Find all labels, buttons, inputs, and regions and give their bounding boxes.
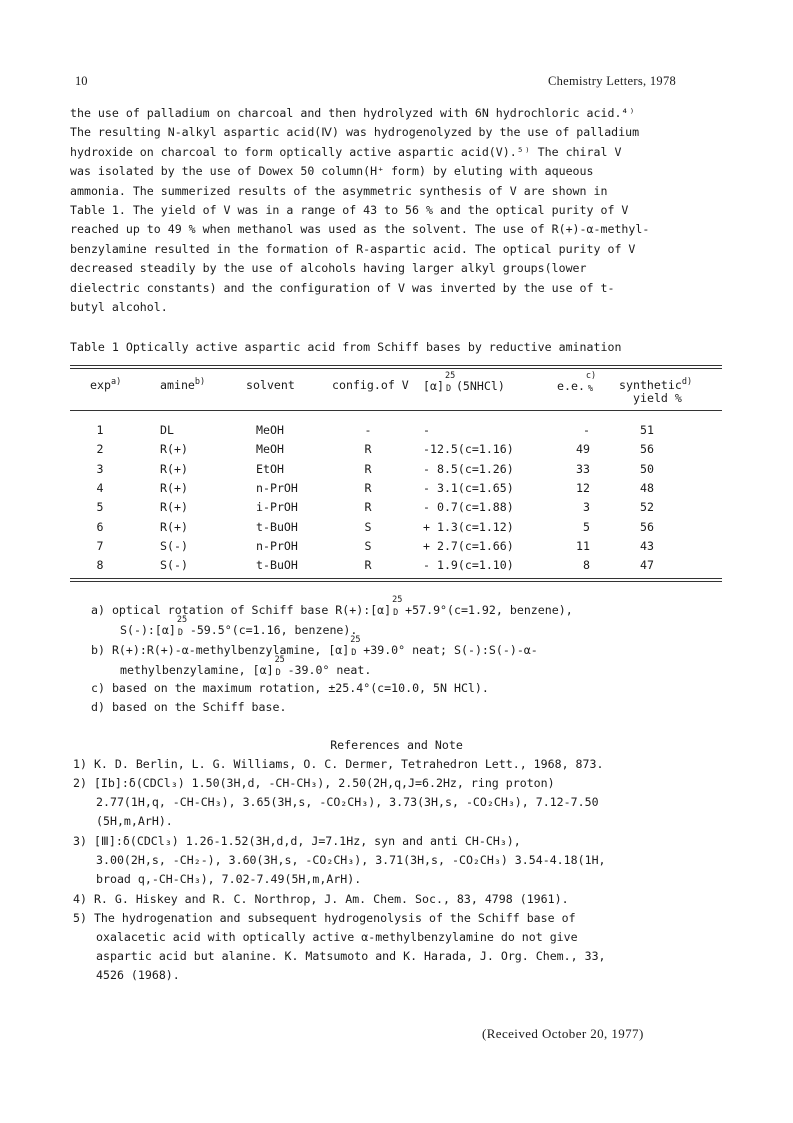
cell-solvent: n-PrOH [256,538,298,553]
cell-solvent: n-PrOH [256,480,298,495]
footnote-a: a) optical rotation of Schiff base R(+):[α] 25 D +57.9°(c=1.92, benzene), [91,595,573,618]
cell-ee: 3 [583,500,590,515]
body-paragraph [70,104,649,317]
cell-exp: 3 [96,461,104,476]
received-date: (Received October 20, 1977) [482,1026,644,1041]
table-bottom-rule-2 [70,581,722,582]
footnote-b-cont: methylbenzylamine, [α] 25 D -39.0° neat. [120,655,372,678]
cell-config: R [364,442,372,457]
body-line: the use of palladium on charcoal and then hydrolyzed with 6N hydrochloric acid.⁴⁾ [70,106,636,120]
body-line: was isolated by the use of Dowex 50 column(H⁺ form) by eluting with aqueous [70,164,594,179]
cell-solvent: i-PrOH [256,500,298,515]
cell-yield: 56 [640,519,654,534]
col-header-exp: $\exp^{a)}$ [90,377,122,392]
table-caption: Table 1 Optically active aspartic acid from Schiff bases by reductive amination [70,340,622,354]
cell-exp: 6 [96,519,104,534]
cell-config: R [364,480,372,495]
col-header-ee: e.e. c) % [557,371,597,394]
cell-config: S [364,519,372,534]
col-header-solvent: solvent [246,378,295,392]
body-line: The resulting N-alkyl aspartic acid(Ⅳ) was hydrogenolyzed by the use of palladium [70,125,640,140]
cell-ee: 8 [583,558,590,573]
col-header-yield-2: yield % [633,391,682,405]
cell-config: R [364,558,372,573]
cell-rotation: - 0.7(c=1.88) [423,500,514,515]
body-line: butyl alcohol. [70,299,168,314]
col-header-amine: amine$^{b)}$ [160,377,206,392]
cell-config: R [364,461,372,476]
body-line: dielectric constants) and the configuration of V was inverted by the use of t- [70,280,615,295]
cell-rotation: + 1.3(c=1.12) [423,519,514,534]
cell-exp: 8 [96,558,104,573]
reference-3: 3) [Ⅲ]:δ(CDCl₃) 1.26-1.52(3H,d,d, J=7.1Hz, syn and anti CH-CH₃), [73,834,521,848]
cell-exp: 1 [96,423,104,437]
page-number: 10 [75,74,88,88]
cell-solvent: MeOH [256,423,284,437]
cell-amine: R(+) [160,461,188,476]
reference-3-cont2: broad q,-CH-CH₃), 7.02-7.49(5H,m,ArH). [96,872,362,886]
col-header-rotation: [α] 25 D (5NHCl) [423,371,505,394]
cell-yield: 47 [640,558,654,573]
col-header-config: config.of V [332,378,409,392]
footnote-b: b) R(+):R(+)-α-methylbenzylamine, [α] 25 D +39.0° neat; S(-):S(-)-α- [91,635,538,658]
cell-yield: 51 [640,423,654,437]
reference-5-cont: oxalacetic acid with optically active α-methylbenzylamine do not give [96,930,578,944]
cell-yield: 43 [640,538,654,553]
cell-amine: R(+) [160,500,188,515]
cell-ee: 5 [583,519,590,534]
cell-solvent: t-BuOH [256,519,298,534]
cell-yield: 48 [640,480,654,495]
cell-exp: 5 [96,500,104,515]
cell-config: R [364,500,372,515]
cell-amine: R(+) [160,519,188,534]
cell-amine: S(-) [160,538,188,553]
cell-exp: 7 [96,538,104,553]
cell-rotation: - 8.5(c=1.26) [423,461,514,476]
cell-solvent: EtOH [256,461,284,476]
cell-amine: R(+) [160,442,188,457]
reference-2-cont2: (5H,m,ArH). [96,814,173,828]
body-line: hydroxide on charcoal to form optically active aspartic acid(V).⁵⁾ The chiral V [70,144,622,159]
body-line: Table 1. The yield of V was in a range of 43 to 56 % and the optical purity of V [70,202,629,217]
footnote-d: d) based on the Schiff base. [91,700,287,714]
cell-rotation: - 1.9(c=1.10) [423,558,514,573]
cell-rotation: + 2.7(c=1.66) [423,538,514,553]
references-title: References and Note [330,738,463,752]
reference-5-cont3: 4526 (1968). [96,968,180,982]
table-top-rule-2 [70,368,722,369]
cell-ee: 12 [576,480,590,495]
cell-exp: 4 [96,480,104,495]
reference-5-cont2: aspartic acid but alanine. K. Matsumoto and K. Harada, J. Org. Chem., 33, [96,949,606,963]
cell-ee: 49 [576,442,590,457]
reference-3-cont: 3.00(2H,s, -CH₂-), 3.60(3H,s, -CO₂CH₃), 3.71(3H,s, -CO₂CH₃) 3.54-4.18(1H, [96,853,606,867]
cell-ee: 11 [576,538,590,553]
reference-2: 2) [Ib]:δ(CDCl₃) 1.50(3H,d, -CH-CH₃), 2.50(2H,q,J=6.2Hz, ring proton) [73,776,555,790]
cell-yield: 56 [640,442,654,457]
journal-header: Chemistry Letters, 1978 [548,74,677,88]
cell-solvent: t-BuOH [256,558,298,573]
body-line: reached up to 49 % when methanol was used as the solvent. The use of R(+)-α-methyl- [70,222,650,237]
cell-rotation: - 3.1(c=1.65) [423,480,514,495]
cell-yield: 50 [640,461,654,476]
reference-5: 5) The hydrogenation and subsequent hydrogenolysis of the Schiff base of [73,911,576,925]
cell-amine: R(+) [160,480,188,495]
cell-rotation: - [423,423,430,437]
cell-rotation: -12.5(c=1.16) [423,442,514,457]
table-top-rule [70,365,722,366]
reference-1: 1) K. D. Berlin, L. G. Williams, O. C. Dermer, Tetrahedron Lett., 1968, 873. [73,757,604,771]
reference-4: 4) R. G. Hiskey and R. C. Northrop, J. Am. Chem. Soc., 83, 4798 (1961). [73,892,569,906]
body-line: benzylamine resulted in the formation of R-aspartic acid. The optical purity of V [70,241,636,256]
cell-ee: 33 [576,461,590,476]
cell-config: S [364,538,372,553]
body-line: decreased steadily by the use of alcohols having larger alkyl groups(lower [70,261,587,276]
cell-config: - [364,423,372,437]
reference-2-cont: 2.77(1H,q, -CH-CH₃), 3.65(3H,s, -CO₂CH₃), 3.73(3H,s, -CO₂CH₃), 7.12-7.50 [96,795,599,809]
footnote-a-cont: S(-):[α] 25 D -59.5°(c=1.16, benzene). [120,615,358,638]
cell-exp: 2 [96,442,104,457]
cell-amine: S(-) [160,558,188,573]
cell-solvent: MeOH [256,442,284,457]
table-bottom-rule [70,578,722,579]
col-header-yield: synthetic$^{d)}$ [619,377,693,392]
cell-ee: - [583,423,590,437]
cell-yield: 52 [640,500,654,515]
footnote-c: c) based on the maximum rotation, ±25.4°(c=10.0, 5N HCl). [91,681,489,695]
cell-amine: DL [160,423,174,437]
body-line: ammonia. The summerized results of the asymmetric synthesis of V are shown in [70,183,608,198]
table-header-rule [70,410,722,411]
